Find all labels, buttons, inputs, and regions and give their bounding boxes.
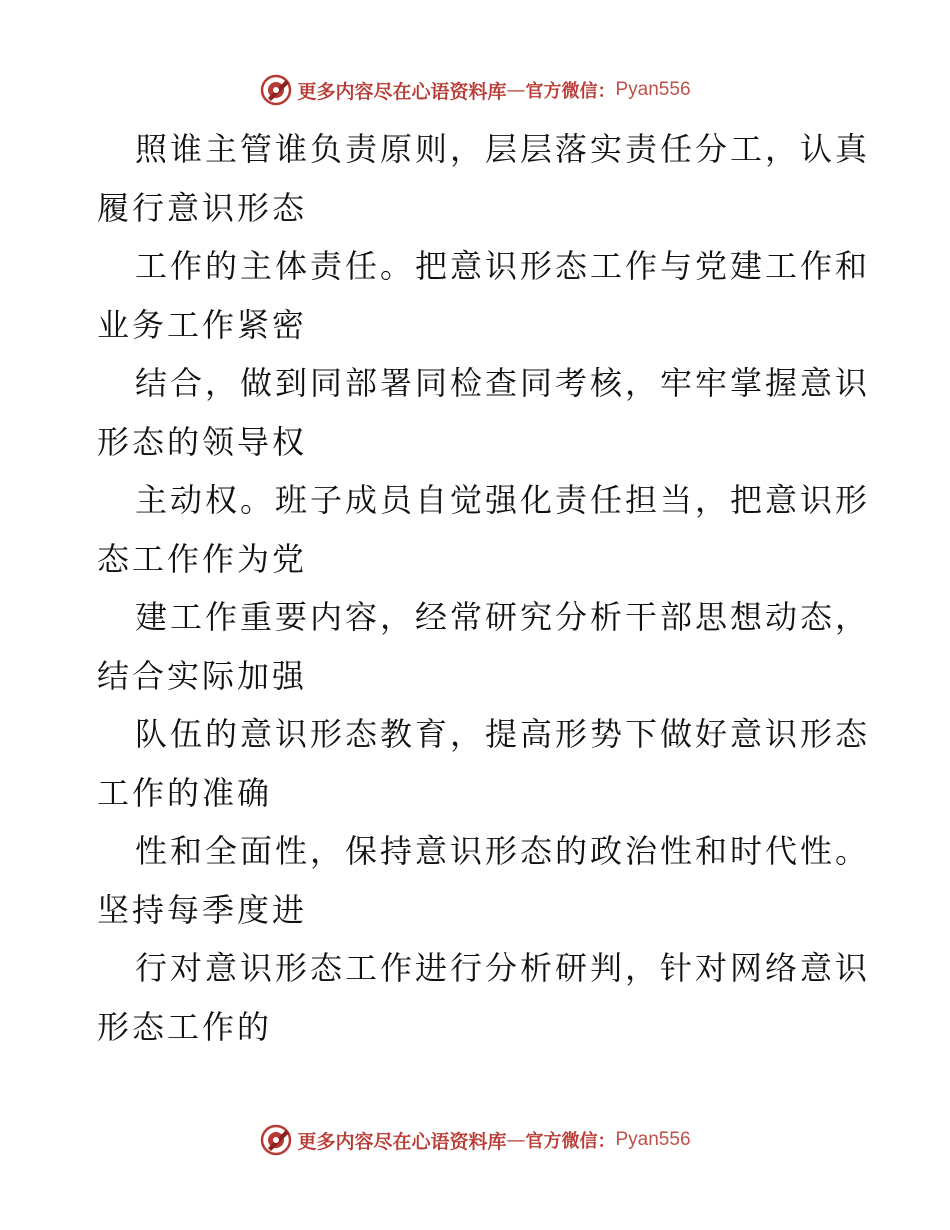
paragraph-first-line: 工作的主体责任。把意识形态工作与党建工作和: [135, 247, 871, 285]
paragraph-first-line: 建工作重要内容，经常研究分析干部思想动态，: [135, 598, 871, 636]
paragraph-first-line: 照谁主管谁负责原则，层层落实责任分工，认真: [135, 130, 871, 168]
paragraph-first-line: 主动权。班子成员自觉强化责任担当，把意识形: [135, 481, 871, 519]
header-dash: —: [506, 79, 526, 101]
paragraph-continuation: 结合实际加强: [97, 656, 308, 695]
header-wechat-label: 官方微信：: [525, 81, 616, 102]
paragraph-first-line: 行对意识形态工作进行分析研判，针对网络意识: [135, 949, 871, 987]
pen-logo-icon: [259, 1123, 293, 1157]
paragraph-continuation: 形态工作的: [97, 1007, 273, 1046]
paragraph: [97, 237, 871, 354]
paragraph: [97, 471, 871, 588]
paragraph: [97, 120, 871, 237]
footer-banner: [0, 1120, 950, 1160]
paragraph: [97, 354, 871, 471]
header-wechat-id: Pyan556: [615, 79, 691, 100]
header-site-text: 更多内容尽在心语资料库: [297, 80, 507, 103]
paragraph-continuation: 工作的准确: [97, 773, 273, 812]
footer-site-text: 更多内容尽在心语资料库: [297, 1130, 507, 1153]
paragraph: [97, 588, 871, 705]
paragraph-first-line: 性和全面性，保持意识形态的政治性和时代性。: [135, 832, 871, 870]
document-body: [97, 120, 871, 1056]
footer-dash: —: [506, 1129, 526, 1151]
footer-wechat-id: Pyan556: [615, 1129, 691, 1150]
paragraph-first-line: 结合，做到同部署同检查同考核，牢牢掌握意识: [135, 364, 871, 402]
header-banner: [0, 70, 950, 110]
footer-wechat-label: 官方微信：: [525, 1131, 616, 1152]
paragraph-continuation: 态工作作为党: [97, 539, 308, 578]
paragraph-continuation: 坚持每季度进: [97, 890, 308, 929]
paragraph-continuation: 业务工作紧密: [97, 305, 308, 344]
pen-logo-icon: [259, 73, 293, 107]
paragraph: [97, 822, 871, 939]
paragraph-continuation: 形态的领导权: [97, 422, 308, 461]
paragraph-continuation: 履行意识形态: [97, 188, 308, 227]
paragraph-first-line: 队伍的意识形态教育，提高形势下做好意识形态: [135, 715, 871, 753]
paragraph: [97, 705, 871, 822]
paragraph: [97, 939, 871, 1056]
